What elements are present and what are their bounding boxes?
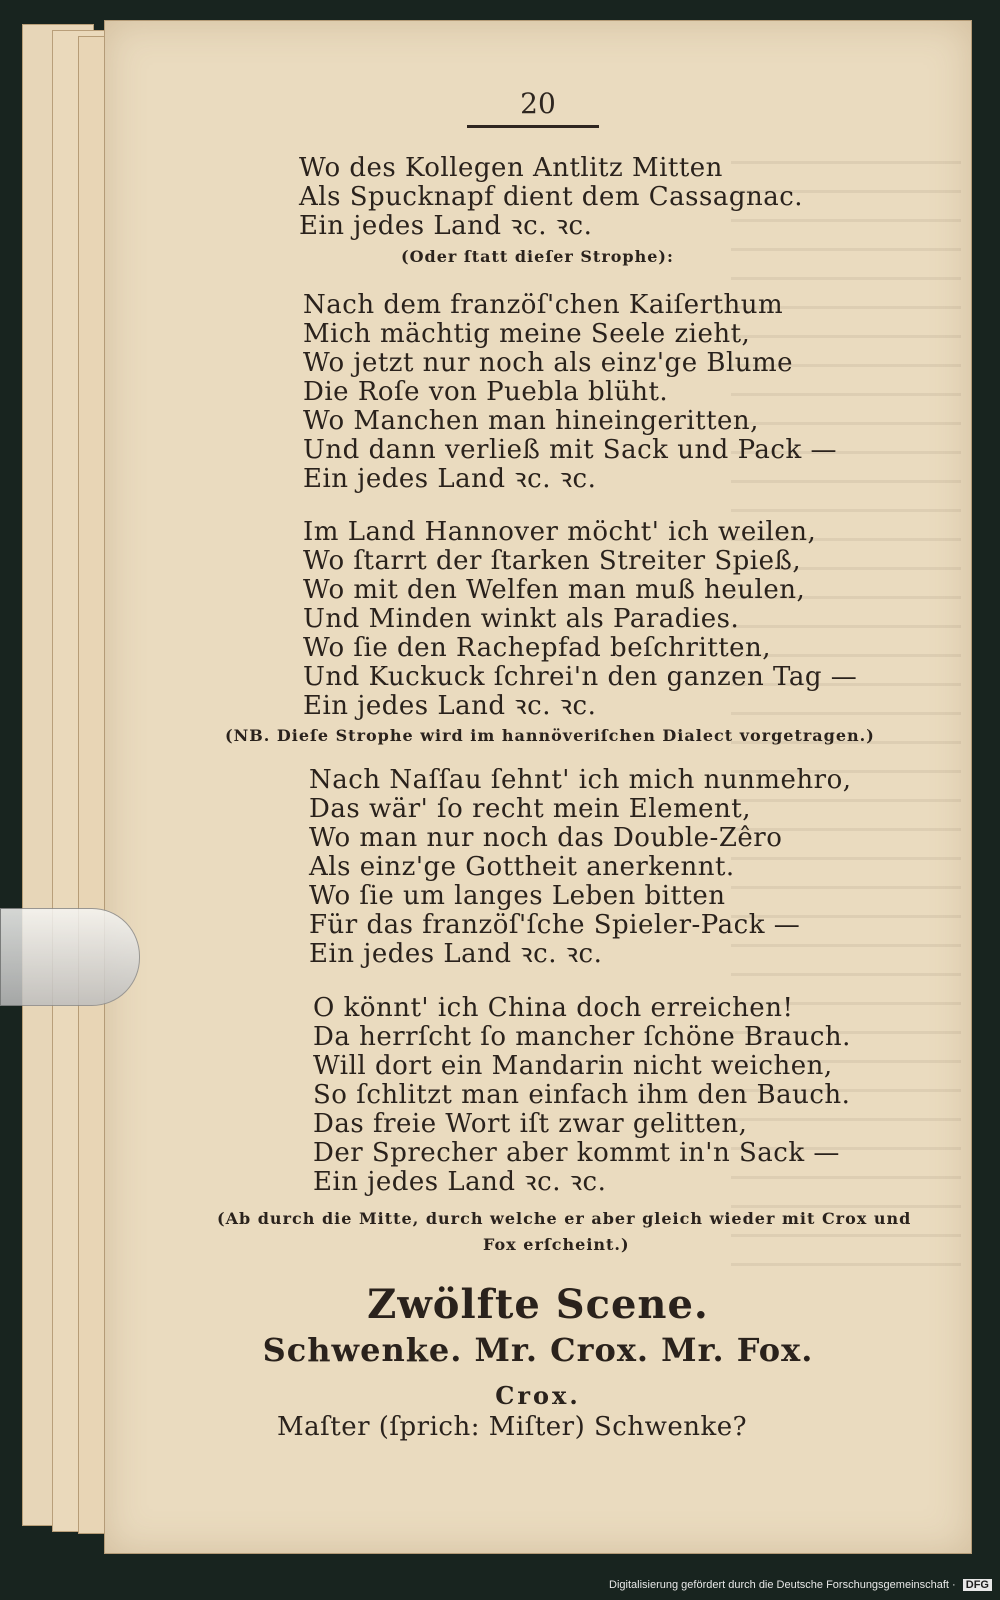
stage-note: (Oder ſtatt dieſer Strophe): [401,247,674,266]
verse-line: Wo Manchen man hineingeritten, [303,406,759,436]
verse-line: O könnt' ich China doch erreichen! [313,993,794,1023]
page-clip [0,908,140,1006]
verse-line: Wo jetzt nur noch als einz'ge Blume [303,348,794,378]
verse-line: Und Kuckuck ſchrei'n den ganzen Tag — [303,662,858,692]
verse-line: Im Land Hannover möcht' ich weilen, [303,517,817,547]
page-number: 20 [520,87,556,120]
verse-line: Der Sprecher aber kommt in'n Sack — [313,1138,840,1168]
stage-note: (NB. Dieſe Strophe wird im hannöveriſchen Dialect vorgetragen.) [225,726,875,745]
verse-line: Das freie Wort iſt zwar gelitten, [313,1109,748,1139]
verse-line: Wo man nur noch das Double-Zêro [309,823,783,853]
verse-line: Da herrſcht ſo mancher ſchöne Brauch. [313,1022,851,1052]
verse-line: Nach dem franzöſ'chen Kaiſerthum [303,290,784,320]
verse-line: Für das franzöſ'ſche Spieler-Pack — [309,910,801,940]
speaker-name: Crox. [495,1381,581,1410]
verse-line: Wo ſie den Rachepfad beſchritten, [303,633,772,663]
verse-line: So ſchlitzt man einfach ihm den Bauch. [313,1080,851,1110]
verse-line: Als Spucknapf dient dem Cassagnac. [299,182,804,212]
verse-line: Wo ſtarrt der ſtarken Streiter Spieß, [303,546,802,576]
verse-line: Und dann verließ mit Sack und Pack — [303,435,838,465]
verse-line: Und Minden winkt als Paradies. [303,604,740,634]
verse-line: Wo ſie um langes Leben bitten [309,881,726,911]
scene-characters: Schwenke. Mr. Crox. Mr. Fox. [262,1331,814,1369]
verse-line: Wo des Kollegen Antlitz Mitten [299,153,723,183]
verse-line: Die Roſe von Puebla blüht. [303,377,669,407]
dfg-logo: DFG [963,1579,992,1591]
scene-title: Zwölfte Scene. [367,1281,709,1328]
footer-credit [609,1579,992,1597]
verse-line: Ein jedes Land ꝛc. ꝛc. [303,464,597,494]
verse-line: Ein jedes Land ꝛc. ꝛc. [299,211,593,241]
dialogue-line: Maſter (ſprich: Miſter) Schwenke? [277,1412,748,1442]
verse-line: Will dort ein Mandarin nicht weichen, [313,1051,833,1081]
header-rule [467,125,599,128]
footer-text: Digitalisierung gefördert durch die Deutsche Forschungsgemeinschaft · [609,1579,956,1591]
verse-line: Als einz'ge Gottheit anerkennt. [309,852,735,882]
verse-line: Ein jedes Land ꝛc. ꝛc. [313,1167,607,1197]
verse-line: Nach Naſſau ſehnt' ich mich nunmehro, [309,765,852,795]
verse-line: Ein jedes Land ꝛc. ꝛc. [303,691,597,721]
book-page [104,20,972,1554]
verse-line: Ein jedes Land ꝛc. ꝛc. [309,939,603,969]
verse-line: Mich mächtig meine Seele zieht, [303,319,751,349]
stage-note: (Ab durch die Mitte, durch welche er aber gleich wieder mit Crox und [217,1209,912,1228]
verse-line: Wo mit den Welfen man muß heulen, [303,575,806,605]
stage-note: Fox erſcheint.) [483,1235,630,1254]
verse-line: Das wär' ſo recht mein Element, [309,794,751,824]
